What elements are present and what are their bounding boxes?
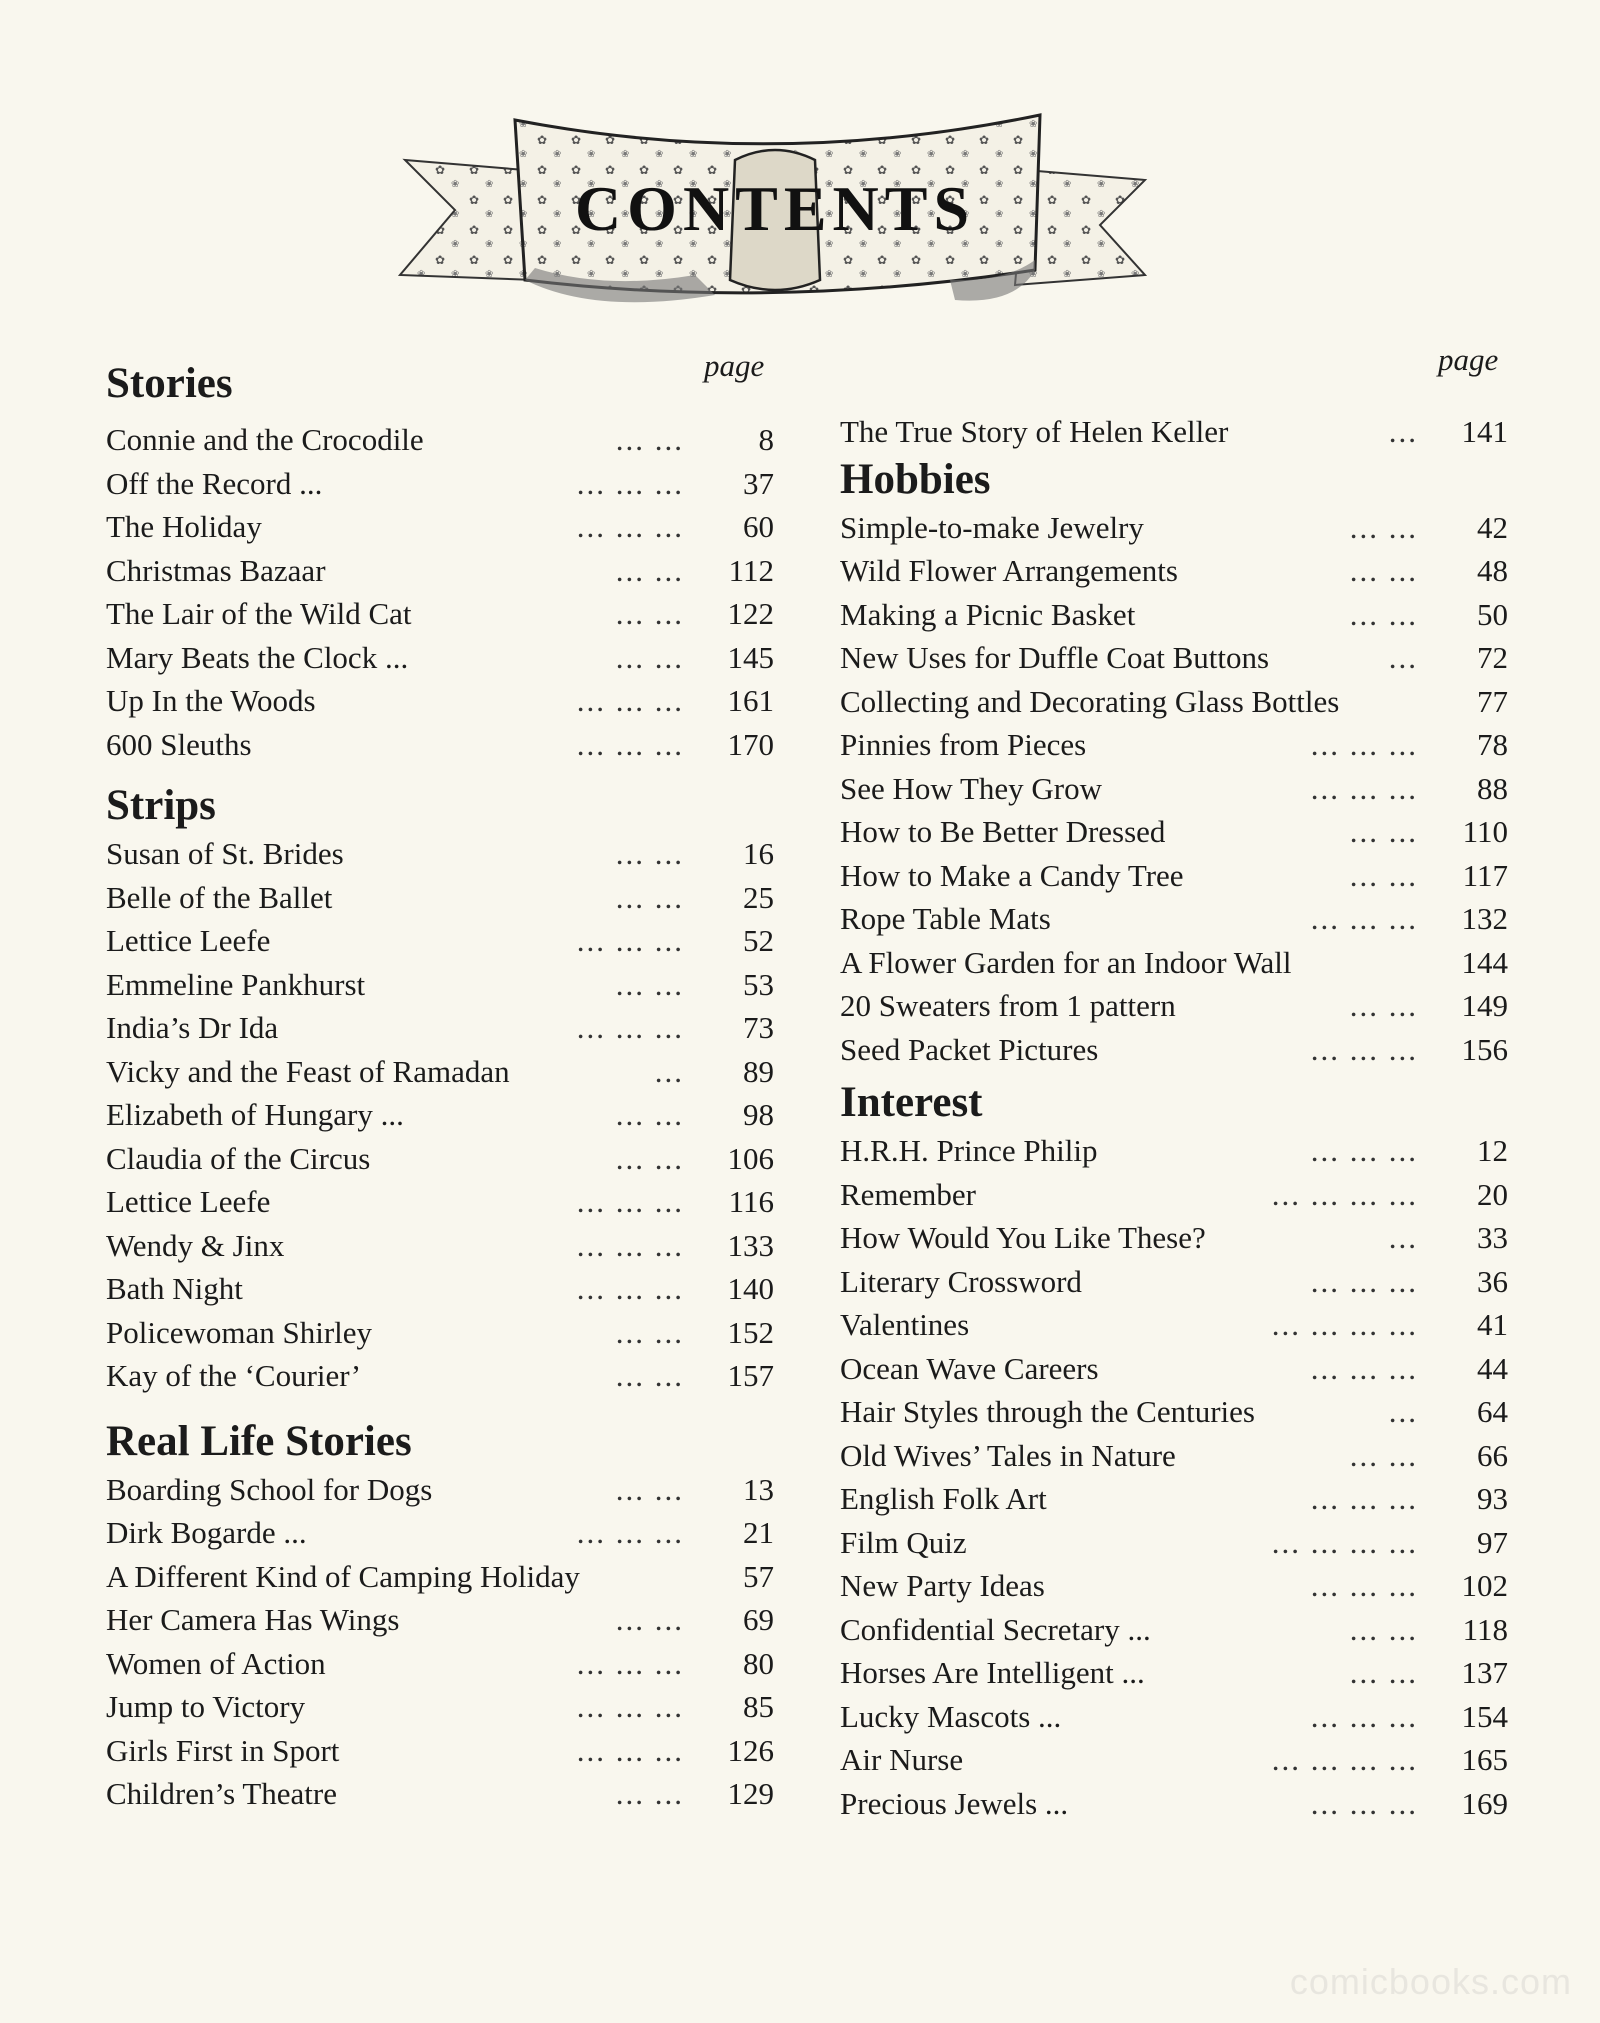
toc-entry[interactable]: Simple-to-make Jewelry ... ... 42	[840, 509, 1508, 545]
toc-entry[interactable]: Belle of the Ballet ... ... 25	[106, 879, 774, 915]
toc-entry[interactable]: Collecting and Decorating Glass Bottles 77	[840, 683, 1508, 719]
toc-entry[interactable]: Pinnies from Pieces ... ... ... 78	[840, 727, 1508, 762]
toc-entry[interactable]: Old Wives’ Tales in Nature ... ... 66	[840, 1437, 1508, 1473]
toc-entry[interactable]: Up In the Woods ... ... ... 161	[106, 683, 774, 718]
stories-list	[106, 418, 774, 766]
toc-entry[interactable]: Hair Styles through the Centuries ... 64	[840, 1394, 1508, 1429]
toc-entry[interactable]: Seed Packet Pictures ... ... ... 156	[840, 1031, 1508, 1067]
toc-entry[interactable]: Boarding School for Dogs ... ... 13	[106, 1471, 774, 1507]
toc-entry[interactable]: How to Be Better Dressed ... ... 110	[840, 814, 1508, 849]
toc-entry[interactable]: Literary Crossword ... ... ... 36	[840, 1263, 1508, 1299]
toc-entry[interactable]: Children’s Theatre ... ... 129	[106, 1776, 774, 1811]
section-title-hobbies: Hobbies	[840, 455, 991, 503]
toc-entry[interactable]: H.R.H. Prince Philip ... ... ... 12	[840, 1133, 1508, 1168]
real-life-list	[106, 1468, 774, 1816]
toc-entry[interactable]: Lettice Leefe ... ... ... 52	[106, 923, 774, 958]
toc-entry[interactable]: Her Camera Has Wings ... ... 69	[106, 1602, 774, 1637]
toc-entry[interactable]: Valentines ... ... ... ... 41	[840, 1307, 1508, 1342]
toc-entry[interactable]: Bath Night ... ... ... 140	[106, 1271, 774, 1306]
toc-entry[interactable]: Rope Table Mats ... ... ... 132	[840, 901, 1508, 936]
toc-entry[interactable]: Air Nurse ... ... ... ... 165	[840, 1742, 1508, 1777]
site-watermark: comicbooks.com	[1289, 1961, 1572, 2002]
toc-entry[interactable]: Vicky and the Feast of Ramadan ... 89	[106, 1053, 774, 1089]
toc-entry[interactable]: 20 Sweaters from 1 pattern ... ... 149	[840, 988, 1508, 1023]
toc-entry[interactable]: New Party Ideas ... ... ... 102	[840, 1568, 1508, 1603]
toc-entry[interactable]: The Lair of the Wild Cat ... ... 122	[106, 596, 774, 631]
toc-entry[interactable]: Precious Jewels ... ... ... ... 169	[840, 1785, 1508, 1821]
toc-entry[interactable]: Christmas Bazaar ... ... 112	[106, 552, 774, 588]
toc-entry[interactable]: The Holiday ... ... ... 60	[106, 509, 774, 544]
hobbies-list	[840, 506, 1508, 1072]
toc-left-column	[106, 348, 774, 1816]
toc-entry[interactable]: A Flower Garden for an Indoor Wall 144	[840, 944, 1508, 980]
toc-right-column	[840, 342, 1508, 1825]
toc-entry[interactable]: Horses Are Intelligent ... ... ... 137	[840, 1655, 1508, 1690]
toc-entry[interactable]: Making a Picnic Basket ... ... 50	[840, 596, 1508, 632]
toc-entry[interactable]: Susan of St. Brides ... ... 16	[106, 836, 774, 871]
strips-list	[106, 832, 774, 1398]
toc-entry[interactable]: Dirk Bogarde ... ... ... ... 21	[106, 1515, 774, 1550]
toc-entry[interactable]: India’s Dr Ida ... ... ... 73	[106, 1010, 774, 1045]
toc-entry[interactable]: Policewoman Shirley ... ... 152	[106, 1314, 774, 1350]
toc-entry[interactable]: Emmeline Pankhurst ... ... 53	[106, 966, 774, 1002]
toc-entry[interactable]: How to Make a Candy Tree ... ... 117	[840, 857, 1508, 893]
section-title-real-life-stories: Real Life Stories	[106, 1417, 412, 1465]
toc-entry[interactable]: English Folk Art ... ... ... 93	[840, 1481, 1508, 1516]
toc-entry[interactable]: Connie and the Crocodile ... ... 8	[106, 422, 774, 457]
toc-entry[interactable]: Film Quiz ... ... ... ... 97	[840, 1524, 1508, 1560]
section-title-interest: Interest	[840, 1079, 983, 1126]
toc-entry[interactable]: Girls First in Sport ... ... ... 126	[106, 1732, 774, 1768]
toc-entry[interactable]: A Different Kind of Camping Holiday 57	[106, 1558, 774, 1594]
page-column-header: page	[1438, 342, 1499, 377]
toc-entry[interactable]: Ocean Wave Careers ... ... ... 44	[840, 1350, 1508, 1386]
toc-entry[interactable]: Claudia of the Circus ... ... 106	[106, 1140, 774, 1176]
toc-entry[interactable]: 600 Sleuths ... ... ... 170	[106, 726, 774, 762]
toc-entry[interactable]: Confidential Secretary ... ... ... 118	[840, 1611, 1508, 1647]
toc-entry[interactable]: New Uses for Duffle Coat Buttons ... 72	[840, 640, 1508, 675]
toc-entry[interactable]: Wild Flower Arrangements ... ... 48	[840, 553, 1508, 588]
stories-continued-list	[840, 410, 1508, 454]
toc-entry[interactable]: The True Story of Helen Keller ... 141	[840, 414, 1508, 449]
toc-entry[interactable]: Elizabeth of Hungary ... ... ... 98	[106, 1097, 774, 1132]
toc-entry[interactable]: Jump to Victory ... ... ... 85	[106, 1689, 774, 1724]
page-column-header: page	[704, 348, 765, 383]
toc-entry[interactable]: See How They Grow ... ... ... 88	[840, 770, 1508, 806]
contents-title: CONTENTS	[574, 173, 976, 244]
toc-entry[interactable]: How Would You Like These? ... 33	[840, 1220, 1508, 1255]
toc-entry[interactable]: Women of Action ... ... ... 80	[106, 1645, 774, 1681]
section-title-strips: Strips	[106, 782, 216, 829]
toc-entry[interactable]: Remember ... ... ... ... 20	[840, 1176, 1508, 1212]
toc-entry[interactable]: Lucky Mascots ... ... ... ... 154	[840, 1698, 1508, 1734]
toc-entry[interactable]: Mary Beats the Clock ... ... ... 145	[106, 639, 774, 675]
interest-list	[840, 1129, 1508, 1825]
toc-entry[interactable]: Lettice Leefe ... ... ... 116	[106, 1184, 774, 1219]
section-title-stories: Stories	[106, 360, 233, 407]
contents-ribbon-banner	[395, 100, 1155, 345]
toc-entry[interactable]: Wendy & Jinx ... ... ... 133	[106, 1227, 774, 1263]
toc-entry[interactable]: Kay of the ‘Courier’ ... ... 157	[106, 1358, 774, 1393]
toc-entry[interactable]: Off the Record ... ... ... ... 37	[106, 465, 774, 501]
